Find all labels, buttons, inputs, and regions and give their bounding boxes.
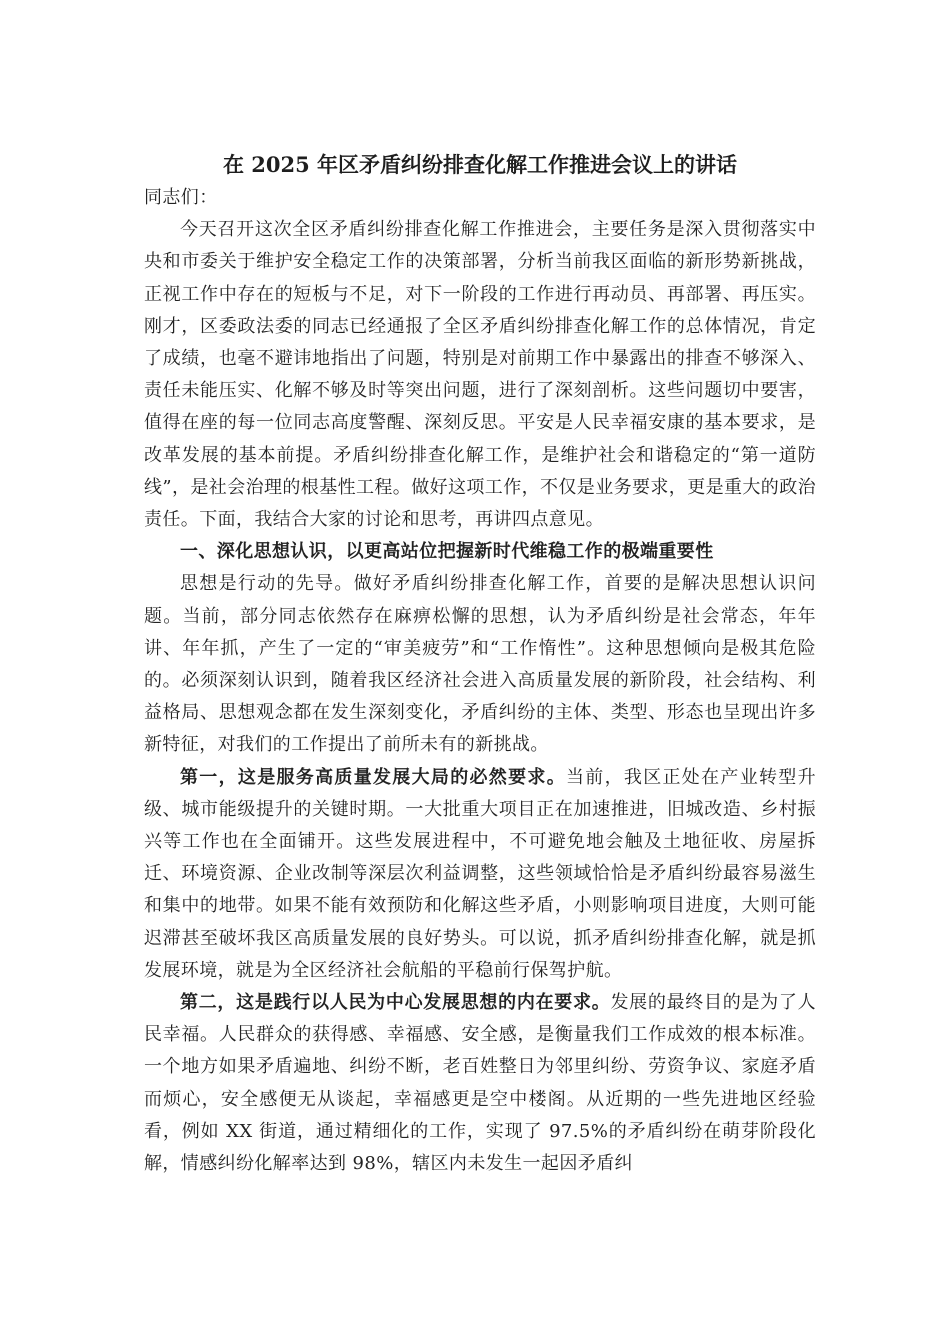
- paragraph-first: [144, 762, 816, 987]
- paragraph-first-lead: 第一，这是服务高质量发展大局的必然要求。: [180, 766, 566, 788]
- paragraph-thinking: [144, 568, 816, 761]
- salutation: 同志们：: [144, 187, 218, 208]
- paragraph-first-text: 当前，我区正处在产业转型升级、城市能级提升的关键时期。一大批重大项目正在加速推进，旧城改造、乡村振兴等工作也在全面铺开。这些发展进程中，不可避免地会触及土地征收、房屋拆迁、环境资源、企业改制等深层次利益调整，这些领域恰恰是矛盾纠纷最容易滋生和集中的地带。如果不能有效预防和化解这些矛盾，小则影响项目进度，大则可能迟滞甚至破坏我区高质量发展的良好势头。可以说，抓矛盾纠纷排查化解，就是抓发展环境，就是为全区经济社会航船的平稳前行保驾护航。: [144, 766, 816, 981]
- document-page: [144, 148, 816, 1180]
- paragraph-thinking-text: 思想是行动的先导。做好矛盾纠纷排查化解工作，首要的是解决思想认识问题。当前，部分同志依然存在麻痹松懈的思想，认为矛盾纠纷是社会常态，年年讲、年年抓，产生了一定的“审美疲劳”和“工作惰性”。这种思想倾向是极其危险的。必须深刻认识到，随着我区经济社会进入高质量发展的新阶段，社会结构、利益格局、思想观念都在发生深刻变化，矛盾纠纷的主体、类型、形态也呈现出许多新特征，对我们的工作提出了前所未有的新挑战。: [144, 573, 816, 756]
- paragraph-second: [144, 987, 816, 1180]
- paragraph-second-lead: 第二，这是践行以人民为中心发展思想的内在要求。: [180, 992, 611, 1014]
- paragraph-intro-text: 今天召开这次全区矛盾纠纷排查化解工作推进会，主要任务是深入贯彻落实中央和市委关于维护安全稳定工作的决策部署，分析当前我区面临的新形势新挑战，正视工作中存在的短板与不足，对下一阶段的工作进行再动员、再部署、再压实。刚才，区委政法委的同志已经通报了全区矛盾纠纷排查化解工作的总体情况，肯定了成绩，也毫不避讳地指出了问题，特别是对前期工作中暴露出的排查不够深入、责任未能压实、化解不够及时等突出问题，进行了深刻剖析。这些问题切中要害，值得在座的每一位同志高度警醒、深刻反思。平安是人民幸福安康的基本要求，是改革发展的基本前提。矛盾纠纷排查化解工作，是维护社会和谐稳定的“第一道防线”，是社会治理的根基性工程。做好这项工作，不仅是业务要求，更是重大的政治责任。下面，我结合大家的讨论和思考，再讲四点意见。: [144, 219, 816, 531]
- paragraph-second-text: 发展的最终目的是为了人民幸福。人民群众的获得感、幸福感、安全感，是衡量我们工作成效的根本标准。一个地方如果矛盾遍地、纠纷不断，老百姓整日为邻里纠纷、劳资争议、家庭矛盾而烦心，安全感便无从谈起，幸福感更是空中楼阁。从近期的一些先进地区经验看，例如 XX 街道，通过精细化的工作，实现了 97.5%的矛盾纠纷在萌芽阶段化解，情感纠纷化解率达到 98%，辖区内未发生一起因矛盾纠: [144, 992, 817, 1175]
- section-heading-1: 一、深化思想认识，以更高站位把握新时代维稳工作的极端重要性: [180, 541, 714, 563]
- paragraph-intro: [144, 214, 816, 536]
- document-title: 在 2025 年区矛盾纠纷排查化解工作推进会议上的讲话: [222, 152, 738, 177]
